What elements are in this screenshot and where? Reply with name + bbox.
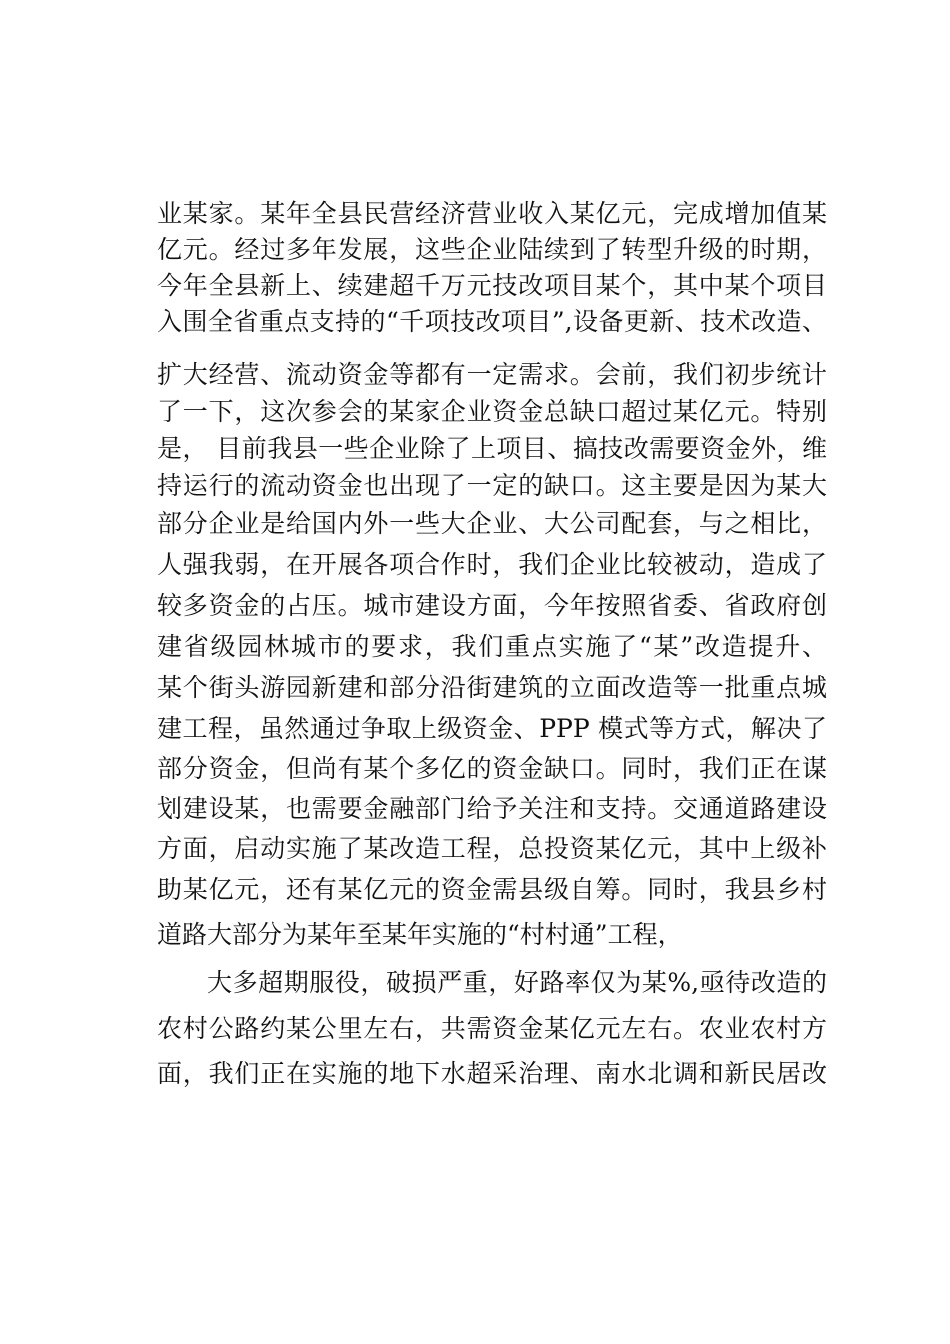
text-line-1: 业某家。某年全县民营经济营业收入某亿元，完成增加值某: [157, 199, 827, 228]
text-line-9: 部分企业是给国内外一些大企业、大公司配套，与之相比，: [157, 509, 827, 538]
text-line-16: 划建设某，也需要金融部门给予关注和支持。交通道路建设: [157, 794, 827, 823]
text-line-20: 大多超期服役，破损严重，好路率仅为某%,亟待改造的: [207, 968, 827, 997]
text-line-22: 面，我们正在实施的地下水超采治理、南水北调和新民居改: [157, 1059, 827, 1088]
text-line-15: 部分资金，但尚有某个多亿的资金缺口。同时，我们正在谋: [157, 754, 827, 783]
text-line-4: 入围全省重点支持的“千项技改项目”,设备更新、技术改造、: [157, 307, 827, 336]
text-line-18: 助某亿元，还有某亿元的资金需县级自筹。同时，我县乡村: [157, 875, 827, 904]
text-line-8: 持运行的流动资金也出现了一定的缺口。这主要是因为某大: [157, 471, 827, 500]
text-line-14: 建工程，虽然通过争取上级资金、PPP 模式等方式，解决了: [157, 714, 827, 743]
text-line-11: 较多资金的占压。城市建设方面，今年按照省委、省政府创: [157, 591, 827, 620]
text-line-7: 是， 目前我县一些企业除了上项目、搞技改需要资金外，维: [157, 434, 827, 463]
text-line-17: 方面，启动实施了某改造工程，总投资某亿元，其中上级补: [157, 834, 827, 863]
text-line-12: 建省级园林城市的要求，我们重点实施了“某”改造提升、: [157, 632, 827, 661]
text-line-6: 了一下，这次参会的某家企业资金总缺口超过某亿元。特别: [157, 397, 827, 426]
text-line-2: 亿元。经过多年发展，这些企业陆续到了转型升级的时期，: [157, 235, 827, 264]
text-line-21: 农村公路约某公里左右，共需资金某亿元左右。农业农村方: [157, 1014, 827, 1043]
text-line-10: 人强我弱，在开展各项合作时，我们企业比较被动，造成了: [157, 550, 827, 579]
text-line-5: 扩大经营、流动资金等都有一定需求。会前，我们初步统计: [157, 360, 827, 389]
text-line-3: 今年全县新上、续建超千万元技改项目某个，其中某个项目: [157, 271, 827, 300]
text-line-19: 道路大部分为某年至某年实施的“村村通”工程，: [157, 920, 683, 949]
text-line-13: 某个街头游园新建和部分沿街建筑的立面改造等一批重点城: [157, 673, 827, 702]
